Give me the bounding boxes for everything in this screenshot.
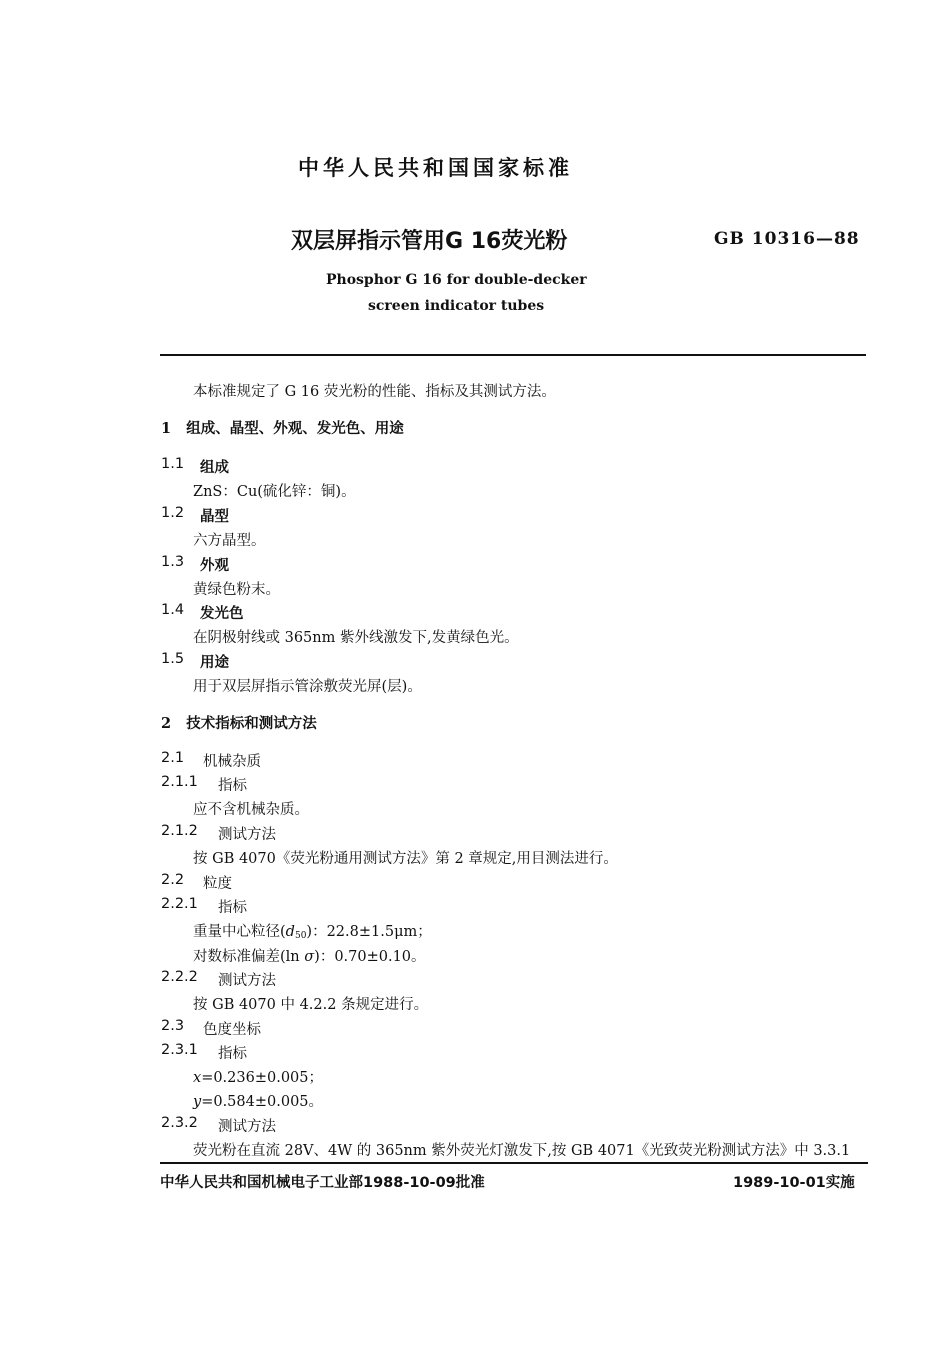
clause-1-1-title: 组成 (200, 459, 229, 476)
clause-1-3-title: 外观 (200, 557, 229, 574)
clause-2-2-1-title: 指标 (218, 900, 247, 916)
clause-1-4-title: 发光色 (200, 605, 244, 622)
issuing-body: 中华人民共和国国家标准 (298, 156, 573, 180)
clause-1-2-text: 六方晶型。 (193, 533, 266, 549)
chromaticity-x (193, 1066, 323, 1087)
clause-1-1-text: ZnS：Cu(硫化锌：铜)。 (193, 484, 356, 500)
log-standard-deviation (193, 945, 426, 966)
variable: y (193, 1094, 202, 1110)
clause-1-4-number: 1.4 (161, 602, 185, 618)
intro-paragraph: 本标准规定了 G 16 荧光粉的性能、指标及其测试方法。 (193, 384, 556, 400)
section-title: 技术指标和测试方法 (186, 715, 317, 732)
chromaticity-y (193, 1090, 323, 1111)
variable: x (193, 1070, 202, 1086)
clause-2-2-1-number: 2.2.1 (161, 896, 198, 912)
clause-2-1-2-text: 按 GB 4070《荧光粉通用测试方法》第 2 章规定,用目测法进行。 (193, 851, 618, 867)
standard-title: 双层屏指示管用G 16荧光粉 (291, 229, 568, 254)
header-divider (160, 354, 866, 356)
clause-2-3-2-title: 测试方法 (218, 1119, 276, 1135)
clause-2-3-2-text: 荧光粉在直流 28V、4W 的 365nm 紫外荧光灯激发下,按 GB 4071《光致荧光粉测试方法》中 3.3.1 (193, 1143, 851, 1159)
clause-2-1-number: 2.1 (161, 750, 185, 766)
clause-1-5-number: 1.5 (161, 651, 185, 667)
median-particle-size (193, 920, 432, 941)
text-fragment: )：0.70±0.10。 (314, 949, 426, 965)
clause-2-1-1-text: 应不含机械杂质。 (193, 802, 309, 818)
clause-2-3-title: 色度坐标 (203, 1022, 261, 1038)
subscript: 50 (294, 931, 307, 941)
variable: d (285, 924, 295, 940)
text-fragment: 重量中心粒径( (193, 924, 286, 940)
clause-2-2-2-title: 测试方法 (218, 973, 276, 989)
section-number: 1 (161, 420, 172, 437)
effective-date: 1989-10-01实施 (733, 1175, 855, 1191)
clause-2-3-1-title: 指标 (218, 1046, 247, 1062)
clause-1-3-number: 1.3 (161, 554, 185, 570)
english-title-line-1: Phosphor G 16 for double-decker (326, 272, 587, 288)
clause-2-1-title: 机械杂质 (203, 754, 261, 770)
section-2-heading (161, 712, 317, 733)
approval-line: 中华人民共和国机械电子工业部1988-10-09批准 (160, 1175, 485, 1191)
text-fragment: 对数标准偏差(ln (193, 949, 305, 965)
clause-2-1-1-number: 2.1.1 (161, 774, 198, 790)
clause-1-3-text: 黄绿色粉末。 (193, 582, 280, 598)
section-number: 2 (161, 715, 172, 732)
clause-2-3-number: 2.3 (161, 1018, 185, 1034)
clause-1-5-title: 用途 (200, 654, 229, 671)
section-title: 组成、晶型、外观、发光色、用途 (186, 420, 404, 437)
clause-2-2-2-text: 按 GB 4070 中 4.2.2 条规定进行。 (193, 997, 429, 1013)
text-fragment: =0.236±0.005； (201, 1070, 324, 1086)
clause-2-1-2-number: 2.1.2 (161, 823, 198, 839)
clause-1-2-title: 晶型 (200, 508, 229, 525)
clause-1-2-number: 1.2 (161, 505, 185, 521)
clause-2-3-1-number: 2.3.1 (161, 1042, 198, 1058)
text-fragment: =0.584±0.005。 (201, 1094, 324, 1110)
clause-2-2-2-number: 2.2.2 (161, 969, 198, 985)
clause-1-5-text: 用于双层屏指示管涂敷荧光屏(层)。 (193, 679, 422, 695)
clause-2-3-2-number: 2.3.2 (161, 1115, 198, 1131)
clause-1-1-number: 1.1 (161, 456, 185, 472)
variable: σ (304, 949, 315, 965)
footer-divider (160, 1162, 868, 1164)
english-title-line-2: screen indicator tubes (368, 298, 545, 314)
clause-2-1-2-title: 测试方法 (218, 827, 276, 843)
section-1-heading (161, 417, 404, 438)
standard-code: GB 10316—88 (714, 229, 860, 249)
clause-2-1-1-title: 指标 (218, 778, 247, 794)
clause-2-2-title: 粒度 (203, 876, 232, 892)
clause-2-2-number: 2.2 (161, 872, 185, 888)
clause-1-4-text: 在阴极射线或 365nm 紫外线激发下,发黄绿色光。 (193, 630, 519, 646)
text-fragment: )：22.8±1.5μm； (306, 924, 432, 940)
